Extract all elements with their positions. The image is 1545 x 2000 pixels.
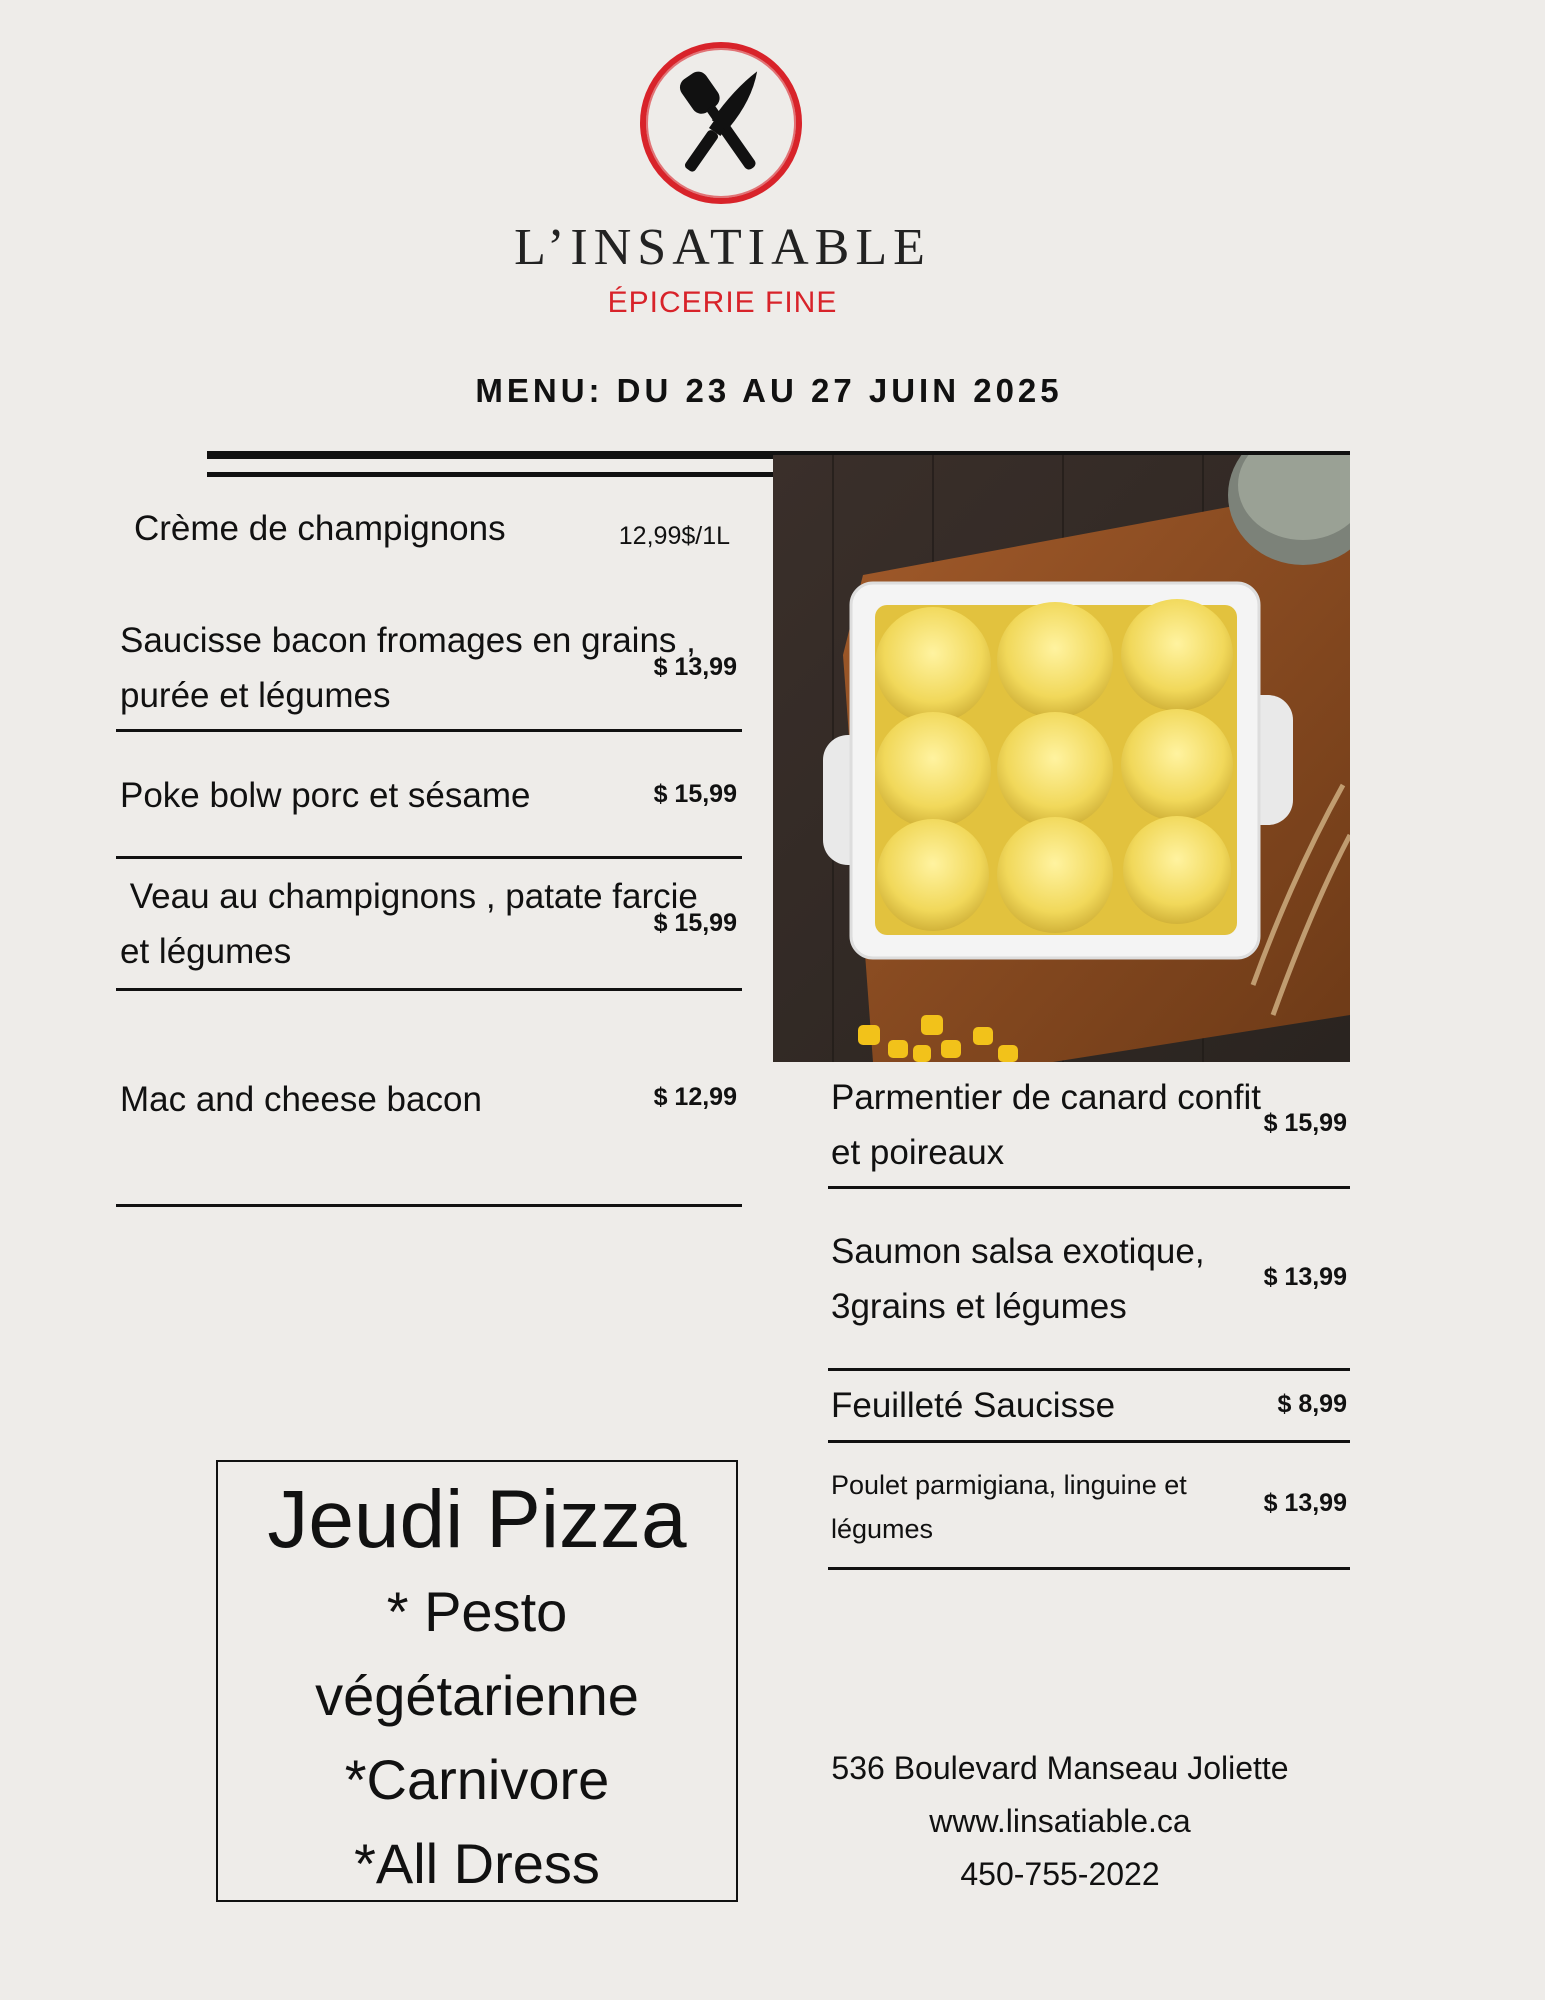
menu-item-name: Crème de champignons xyxy=(134,509,506,548)
pizza-option: *All Dress xyxy=(354,1832,600,1895)
menu-item-name: Mac and cheese bacon xyxy=(120,1080,482,1119)
menu-item-name: Poulet parmigiana, linguine et xyxy=(831,1470,1187,1500)
crossed-spatula-knife-icon xyxy=(636,38,806,208)
menu-item-price: $ 8,99 xyxy=(1277,1390,1347,1418)
divider xyxy=(828,1567,1350,1570)
menu-item-name: Poke bolw porc et sésame xyxy=(120,776,531,815)
menu-title: MENU: DU 23 AU 27 JUIN 2025 xyxy=(475,372,1063,409)
menu-item-name-line2: 3grains et légumes xyxy=(831,1287,1127,1326)
menu-item-price: $ 15,99 xyxy=(1263,1109,1347,1137)
menu-item-name: Feuilleté Saucisse xyxy=(831,1386,1116,1425)
divider xyxy=(116,729,742,732)
website-link[interactable]: www.linsatiable.ca xyxy=(929,1803,1191,1839)
menu-item-name-line2: et légumes xyxy=(120,932,292,971)
divider xyxy=(828,1440,1350,1443)
pizza-special-box xyxy=(216,1460,738,1902)
pizza-option: * Pesto végétarienne xyxy=(315,1580,639,1727)
address: 536 Boulevard Manseau Joliette xyxy=(831,1750,1289,1786)
menu-item-price: 12,99$/1L xyxy=(618,522,730,550)
menu-item-price: $ 13,99 xyxy=(1263,1489,1347,1517)
brand-subtitle: ÉPICERIE FINE xyxy=(607,286,838,319)
divider xyxy=(828,1186,1350,1189)
menu-item-name: Saumon salsa exotique, xyxy=(831,1232,1205,1271)
divider xyxy=(828,1368,1350,1371)
menu-item-price: $ 13,99 xyxy=(1263,1263,1347,1291)
menu-item-name: Saucisse bacon fromages en grains , xyxy=(120,621,696,660)
menu-item-price: $ 15,99 xyxy=(653,909,737,937)
phone-number: 450-755-2022 xyxy=(960,1856,1160,1892)
menu-item-name-line2: légumes xyxy=(831,1514,934,1544)
menu-item-price: $ 15,99 xyxy=(653,780,737,808)
menu-item-price: $ 13,99 xyxy=(653,653,737,681)
pizza-title: Jeudi Pizza xyxy=(267,1474,687,1565)
divider xyxy=(116,988,742,991)
brand-name: L’INSATIABLE xyxy=(514,219,931,276)
dish-photo xyxy=(773,455,1350,1062)
header-rule-second xyxy=(207,472,773,477)
divider xyxy=(116,1204,742,1207)
pizza-option: *Carnivore xyxy=(344,1748,610,1811)
menu-item-name: Veau au champignons , patate farcie xyxy=(120,877,698,916)
menu-item-name-line2: et poireaux xyxy=(831,1133,1005,1172)
menu-item-name: Parmentier de canard confit xyxy=(831,1078,1261,1117)
divider xyxy=(116,856,742,859)
menu-item-name-line2: purée et légumes xyxy=(120,676,391,715)
menu-item-price: $ 12,99 xyxy=(653,1083,737,1111)
